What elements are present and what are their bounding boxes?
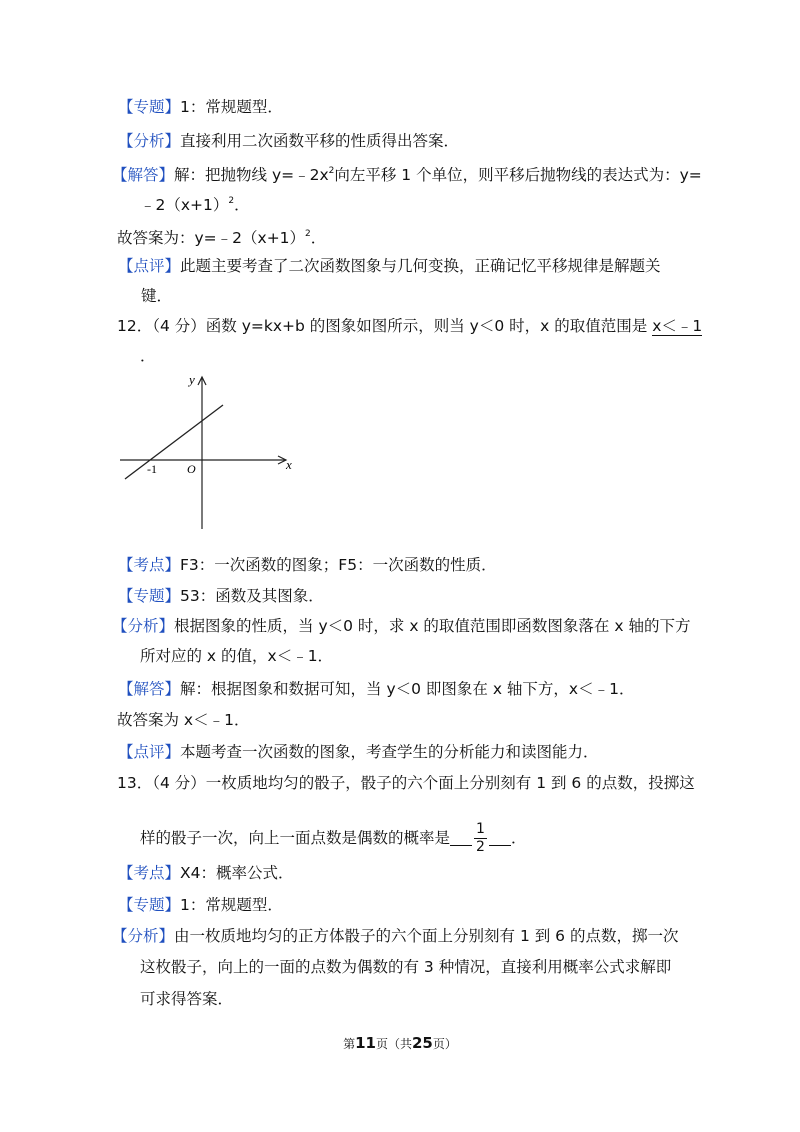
text: 此题主要考查了二次函数图象与几何变换，正确记忆平移规律是解题关 — [180, 257, 661, 275]
l15 — [117, 709, 249, 731]
intercept-label: -1 — [147, 462, 157, 476]
numerator: 1 — [476, 821, 485, 837]
superscript: 2 — [328, 166, 335, 176]
text: 直接利用二次函数平移的性质得出答案． — [180, 132, 460, 150]
section-tag: 【分析】 — [112, 927, 175, 945]
text: 向左平移 1 个单位，则平移后抛物线的表达式为：y= — [334, 166, 702, 184]
l6 — [118, 255, 661, 277]
text: F3：一次函数的图象；F5：一次函数的性质． — [180, 556, 497, 574]
fraction — [474, 821, 487, 856]
l17 — [117, 772, 695, 794]
l4 — [140, 190, 250, 216]
text: X4：概率公式． — [180, 864, 294, 882]
answer-blank-left — [450, 831, 472, 846]
section-tag: 【专题】 — [118, 98, 181, 116]
function-line — [125, 405, 223, 479]
l10 — [118, 554, 497, 576]
question-text: 样的骰子一次，向上一面点数是偶数的概率是 — [140, 829, 451, 847]
text: 故答案为 x＜﹣1． — [117, 711, 250, 729]
l2 — [118, 130, 459, 152]
l16 — [118, 741, 599, 763]
denominator: 2 — [476, 839, 485, 855]
text: 键． — [141, 287, 173, 305]
text: 解：根据图象和数据可知，当 y＜0 即图象在 x 轴下方，x＜﹣1． — [180, 680, 635, 698]
text: 本题考查一次函数的图象，考查学生的分析能力和读图能力． — [180, 743, 599, 761]
l22 — [140, 956, 671, 978]
l20 — [118, 894, 283, 916]
question-text: 13．（4 分）一枚质地均匀的骰子，骰子的六个面上分别刻有 1 到 6 的点数，投掷这 — [117, 774, 695, 792]
section-tag: 【考点】 — [118, 864, 181, 882]
text: 解：把抛物线 y=﹣2x — [174, 166, 329, 184]
l14 — [118, 678, 634, 700]
footer-text: 第 — [343, 1037, 356, 1051]
text: ﹣2（x+1） — [140, 196, 229, 214]
l12 — [112, 615, 690, 637]
l21 — [112, 925, 678, 947]
text: ． — [140, 347, 156, 365]
text: 所对应的 x 的值，x＜﹣1． — [140, 647, 334, 665]
y-label: y — [189, 372, 195, 387]
text: 根据图象的性质，当 y＜0 时，求 x 的取值范围即函数图象落在 x 轴的下方 — [174, 617, 691, 635]
section-tag: 【解答】 — [118, 680, 181, 698]
section-tag: 【专题】 — [118, 896, 181, 914]
l9 — [140, 345, 156, 367]
text: ． — [234, 196, 250, 214]
section-tag: 【点评】 — [118, 257, 181, 275]
text: 1：常规题型． — [180, 896, 283, 914]
origin-label: O — [187, 462, 196, 476]
l8 — [117, 315, 702, 337]
text: ． — [510, 829, 527, 847]
section-tag: 【分析】 — [118, 132, 181, 150]
answer-blank: x＜﹣1 — [652, 317, 703, 335]
text: 故答案为：y=﹣2（x+1） — [117, 229, 306, 247]
footer-text: 页） — [432, 1037, 457, 1051]
superscript: 2 — [228, 196, 235, 206]
answer-blank-right — [489, 831, 511, 846]
section-tag: 【专题】 — [118, 587, 181, 605]
page-footer — [0, 1034, 800, 1052]
section-tag: 【考点】 — [118, 556, 181, 574]
function-graph — [116, 367, 306, 537]
text: 可求得答案． — [140, 990, 234, 1008]
section-tag: 【点评】 — [118, 743, 181, 761]
text: 1：常规题型． — [180, 98, 283, 116]
l23 — [140, 988, 233, 1010]
page-number: 11 — [355, 1034, 376, 1052]
question-text: 12．（4 分）函数 y=kx+b 的图象如图所示，则当 y＜0 时，x 的取值范围是 — [117, 317, 648, 335]
l1 — [118, 96, 283, 118]
l19 — [118, 862, 294, 884]
section-tag: 【分析】 — [112, 617, 175, 635]
l5 — [117, 223, 326, 249]
footer-text: 页（共 — [375, 1037, 412, 1051]
l13 — [140, 645, 333, 667]
text: ． — [310, 229, 327, 247]
total-pages: 25 — [412, 1034, 433, 1052]
section-tag: 【解答】 — [112, 166, 175, 184]
l18 — [140, 818, 526, 858]
superscript: 2 — [305, 229, 311, 239]
text: 这枚骰子，向上的一面的点数为偶数的有 3 种情况，直接利用概率公式求解即 — [140, 958, 672, 976]
text: 53：函数及其图象． — [180, 587, 324, 605]
x-label: x — [286, 457, 292, 472]
l7 — [141, 285, 172, 307]
l11 — [118, 585, 324, 607]
text: 由一枚质地均匀的正方体骰子的六个面上分别刻有 1 到 6 的点数，掷一次 — [174, 927, 679, 945]
l3 — [112, 160, 702, 186]
